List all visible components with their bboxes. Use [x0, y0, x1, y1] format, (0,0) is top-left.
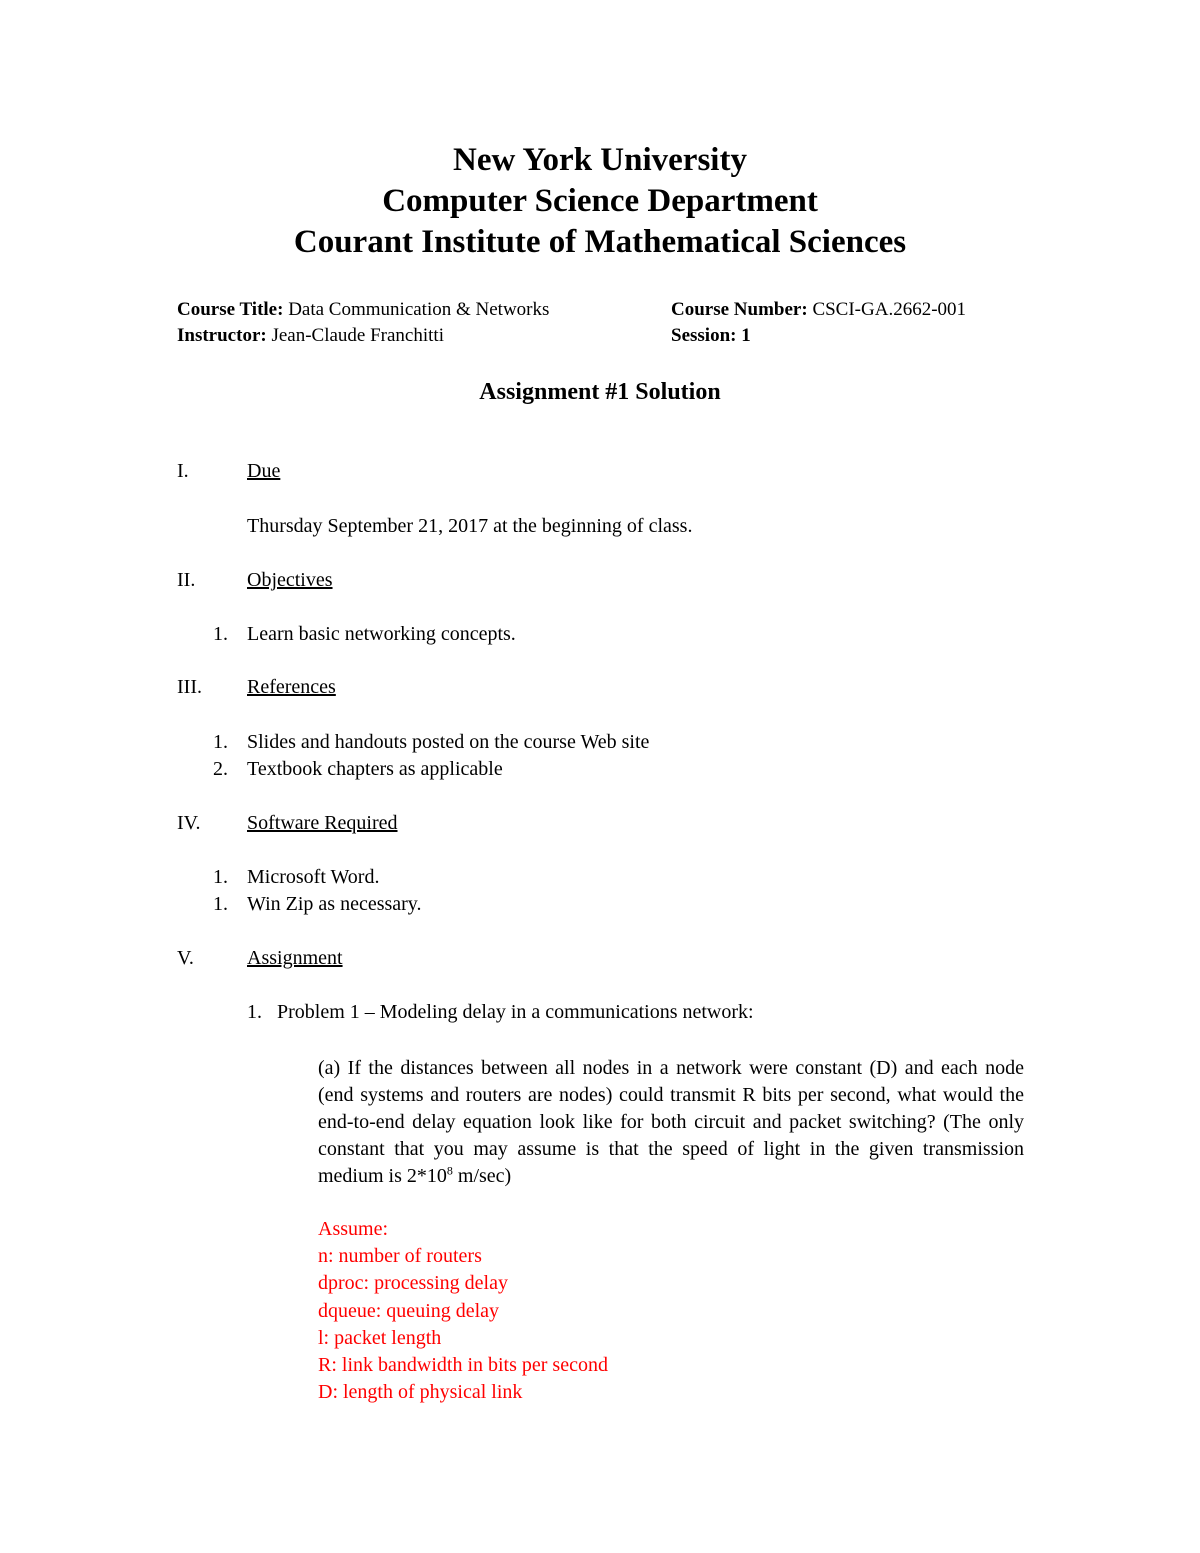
assignment-title: Assignment #1 Solution [479, 379, 721, 405]
session-value: 1 [741, 325, 751, 346]
section-due-number: I. [177, 460, 189, 482]
answer-line: n: number of routers [318, 1245, 482, 1268]
answer-line: dproc: processing delay [318, 1272, 508, 1295]
objective-item-text: Learn basic networking concepts. [247, 623, 516, 645]
course-title-label: Course Title: [177, 299, 284, 320]
instructor-label: Instructor: [177, 325, 267, 346]
session-label: Session: [671, 325, 737, 346]
software-item-text: Win Zip as necessary. [247, 893, 422, 915]
question-exponent: 8 [446, 1163, 453, 1178]
answer-line: Assume: [318, 1218, 388, 1240]
due-date-text: Thursday September 21, 2017 at the beginning of class. [247, 515, 693, 537]
software-item-number: 1. [213, 893, 228, 915]
section-references-number: III. [177, 676, 202, 698]
department-name: Computer Science Department [382, 183, 818, 219]
document-header [0, 140, 1200, 263]
answer-line: l: packet length [318, 1326, 442, 1349]
section-assignment-heading: Assignment [247, 947, 343, 969]
university-name: New York University [453, 142, 747, 178]
section-software-number: IV. [177, 812, 201, 834]
course-title-value: Data Communication & Networks [288, 299, 550, 320]
problem-number: 1. [247, 1001, 262, 1023]
section-software-heading: Software Required [247, 812, 398, 834]
session-row [671, 323, 966, 349]
course-number-label: Course Number: [671, 299, 808, 320]
problem-title: Problem 1 – Modeling delay in a communications network: [277, 1001, 754, 1023]
section-objectives-heading: Objectives [247, 569, 333, 591]
question-text: (a) If the distances between all nodes in a network were constant (D) and each node (end systems and routers are nodes) could transmit R bits per second, what would the end-to-end delay equation look like for both circuit and packet switching? (The only constant that you may assume is that the speed of light in the given transmission medium is 2*10 [318, 1057, 1024, 1187]
course-meta-right [671, 297, 966, 349]
section-assignment-number: V. [177, 947, 194, 969]
answer-line: dqueue: queuing delay [318, 1299, 500, 1322]
reference-item-number: 2. [213, 758, 228, 780]
instructor-row [177, 323, 549, 349]
section-references-heading: References [247, 676, 336, 698]
objective-item-number: 1. [213, 623, 228, 645]
section-due-heading: Due [247, 460, 281, 482]
answer-line: D: length of physical link [318, 1381, 523, 1404]
course-meta-left [177, 297, 549, 349]
software-item-text: Microsoft Word. [247, 866, 380, 888]
solution-answer [318, 1216, 608, 1406]
question-tail: m/sec) [452, 1165, 512, 1187]
section-objectives-number: II. [177, 569, 196, 591]
answer-line: R: link bandwidth in bits per second [318, 1353, 608, 1376]
course-number-value: CSCI-GA.2662-001 [812, 299, 967, 320]
course-title-row [177, 297, 549, 323]
institute-name: Courant Institute of Mathematical Sciences [293, 224, 907, 260]
reference-item-text: Slides and handouts posted on the course Web site [247, 731, 650, 753]
instructor-value: Jean-Claude Franchitti [271, 325, 444, 346]
reference-item-text: Textbook chapters as applicable [247, 758, 503, 780]
software-item-number: 1. [213, 866, 228, 888]
course-number-row [671, 297, 966, 323]
reference-item-number: 1. [213, 731, 228, 753]
problem-question [318, 1055, 1024, 1190]
